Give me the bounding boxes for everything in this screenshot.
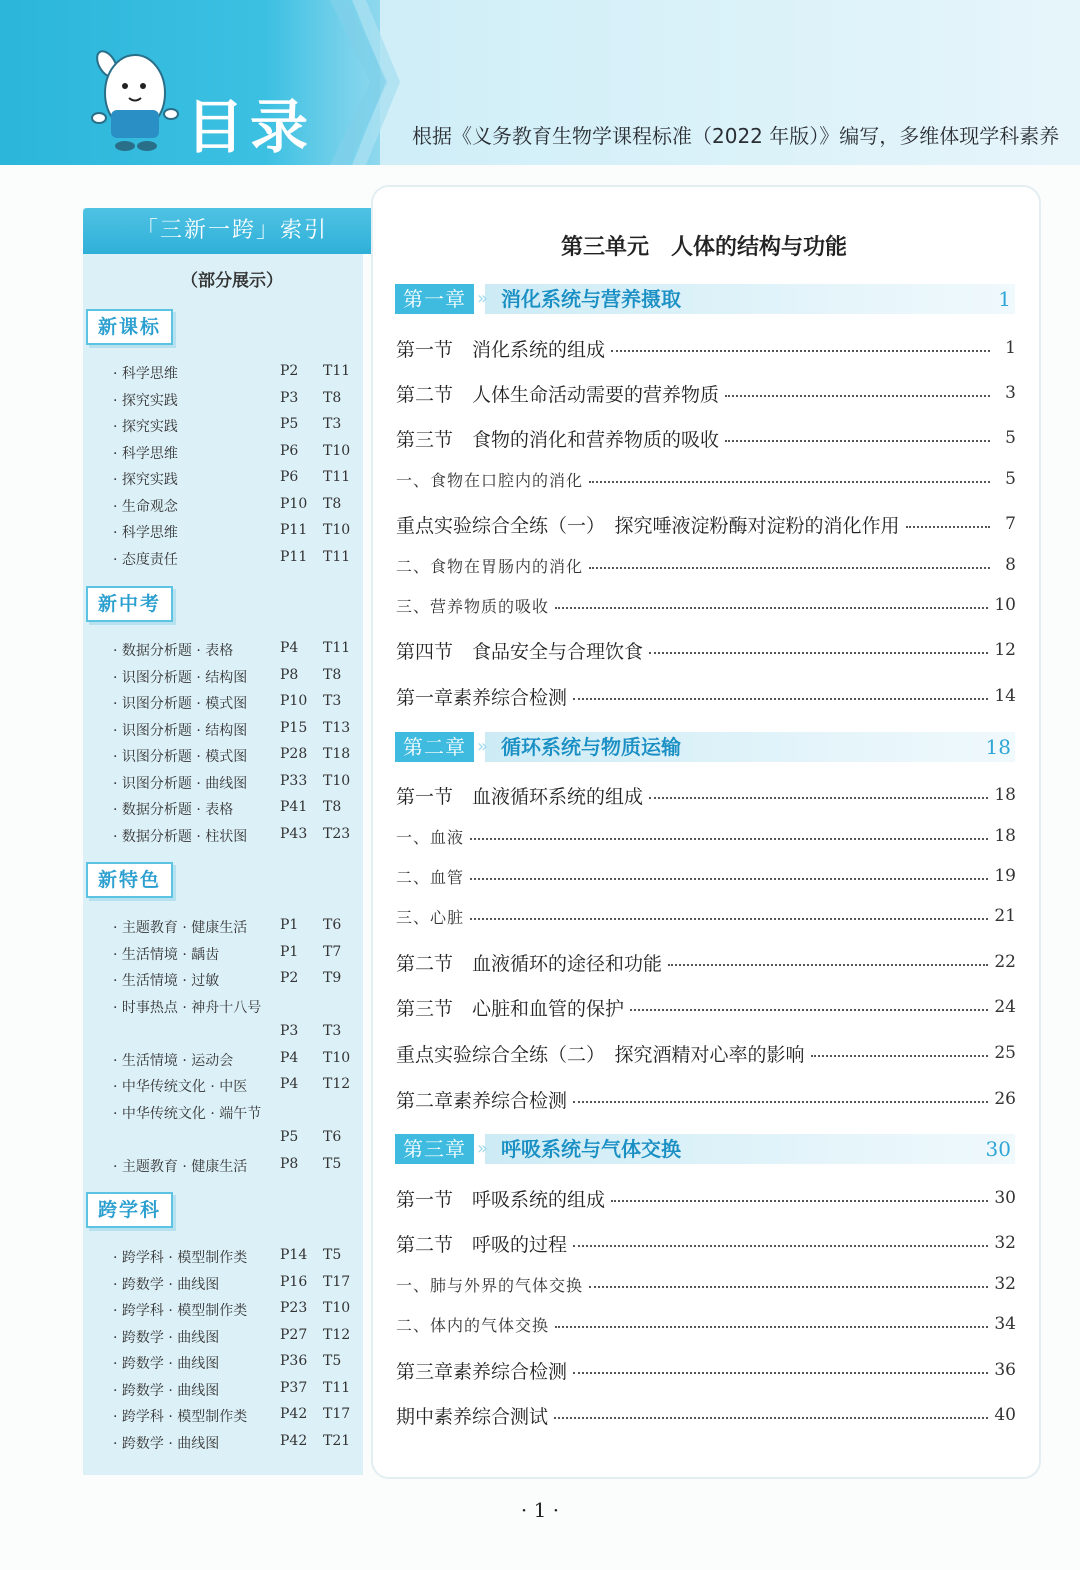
index-entry-question: T9 [323, 970, 342, 986]
toc-subentry[interactable] [396, 863, 1016, 889]
toc-entry[interactable] [396, 1230, 1016, 1256]
index-entry-name: · 中华传统文化 · 端午节 [113, 1105, 262, 1122]
chapter-page: 18 [985, 735, 1011, 759]
toc-entry[interactable] [396, 1357, 1016, 1383]
index-entry [113, 1072, 373, 1099]
section-tag-new-curriculum: 新课标 [86, 309, 173, 345]
toc-entry-title: 一、血液 [396, 827, 465, 847]
toc-entry[interactable] [396, 1086, 1016, 1112]
toc-entry-page: 40 [994, 1405, 1016, 1425]
index-entry-page: P14 [280, 1247, 308, 1263]
index-entry-question: T23 [323, 825, 351, 842]
index-entry [113, 1046, 373, 1073]
index-entry-page: P5 [280, 1129, 299, 1145]
index-list-new-exam [113, 636, 373, 848]
index-entry-question: T7 [323, 943, 342, 960]
index-entry-question: T3 [323, 693, 342, 709]
index-entry-name: · 识图分析题 · 模式图 [113, 749, 248, 765]
sidebar-heading: 「三新一跨」索引 [135, 218, 328, 243]
index-entry-question: T5 [323, 1247, 342, 1263]
index-entry-question: T17 [323, 1273, 351, 1290]
index-entry [113, 518, 373, 545]
toc-entry-title: 一、食物在口腔内的消化 [396, 470, 584, 490]
index-entry-name: · 识图分析题 · 模式图 [113, 696, 248, 712]
toc-entry-title: 第三节 食物的消化和营养物质的吸收 [396, 428, 720, 451]
chapter-title: 消化系统与营养摄取 [501, 287, 681, 311]
toc-entry-title: 三、营养物质的吸收 [396, 596, 550, 616]
index-entry-page: P2 [280, 363, 299, 379]
index-entry-name: · 探究实践 [113, 392, 178, 409]
index-entry-question: T6 [323, 1129, 342, 1145]
toc-entry-page: 7 [1005, 514, 1016, 534]
index-entry [113, 966, 373, 993]
toc-entry-title: 第二节 人体生命活动需要的营养物质 [396, 383, 720, 406]
index-entry-page: P4 [280, 1049, 299, 1066]
index-entry-name: · 时事热点 · 神舟十八号 [113, 999, 262, 1016]
dot-leader [573, 698, 988, 700]
index-entry-name: · 生活情境 · 龋齿 [113, 946, 220, 963]
dot-leader [554, 1417, 988, 1419]
chapter-label: 第三章 [395, 1134, 474, 1164]
toc-entry-page: 32 [994, 1274, 1016, 1294]
dot-leader [470, 918, 988, 920]
index-entry [113, 795, 373, 822]
index-entry-name: · 数据分析题 · 表格 [113, 643, 234, 659]
index-entry-question: T10 [323, 522, 351, 538]
index-entry [113, 1296, 373, 1323]
index-entry-page: P43 [280, 825, 308, 842]
index-entry [113, 1125, 373, 1152]
chapter-page: 30 [985, 1137, 1011, 1161]
dot-leader [555, 607, 988, 609]
index-entry-page: P6 [280, 442, 299, 459]
index-entry [113, 412, 373, 439]
toc-entry-page: 12 [994, 640, 1016, 660]
index-entry-question: T11 [323, 363, 351, 379]
dot-leader [555, 1326, 988, 1328]
dot-leader [611, 1200, 988, 1202]
index-entry-question: T8 [323, 799, 342, 815]
index-entry-name: · 跨学科 · 模型制作类 [113, 1250, 248, 1266]
toc-entry[interactable] [396, 380, 1016, 406]
toc-subentry[interactable] [396, 823, 1016, 849]
index-entry [113, 716, 373, 743]
dot-leader [725, 440, 990, 442]
toc-entry-page: 34 [994, 1314, 1016, 1334]
index-entry [113, 1349, 373, 1376]
index-entry-name: · 数据分析题 · 柱状图 [113, 828, 248, 845]
index-entry-page: P11 [280, 522, 308, 538]
index-entry-question: T6 [323, 917, 342, 933]
toc-subentry[interactable] [396, 466, 1016, 492]
index-entry-page: P41 [280, 799, 308, 815]
index-entry-question: T5 [323, 1155, 342, 1172]
toc-entry[interactable] [396, 1402, 1016, 1428]
index-entry [113, 465, 373, 492]
index-entry-question: T8 [323, 495, 342, 512]
toc-entry-title: 第三节 心脏和血管的保护 [396, 997, 625, 1020]
index-entry-page: P10 [280, 693, 308, 709]
index-entry-name: · 跨数学 · 曲线图 [113, 1435, 220, 1452]
section-tag-new-feature: 新特色 [86, 862, 173, 898]
index-entry-page: P37 [280, 1379, 308, 1396]
toc-entry-title: 一、肺与外界的气体交换 [396, 1275, 584, 1295]
chapter-page: 1 [998, 287, 1011, 311]
index-entry [113, 492, 373, 519]
dot-leader [589, 567, 990, 569]
index-entry [113, 1402, 373, 1429]
sidebar-heading-box [83, 208, 381, 254]
page-header [0, 0, 1080, 165]
index-entry-name: · 识图分析题 · 结构图 [113, 722, 248, 739]
toc-entry-page: 3 [1005, 383, 1016, 403]
toc-entry-page: 32 [994, 1233, 1016, 1253]
toc-entry[interactable] [396, 425, 1016, 451]
index-entry-name: · 跨数学 · 曲线图 [113, 1382, 220, 1399]
index-entry-page: P4 [280, 640, 299, 656]
index-entry-page: P8 [280, 666, 299, 683]
unit-title: 第三单元 人体的结构与功能 [560, 235, 847, 260]
double-chevron-icon: » [477, 736, 489, 757]
toc-subentry[interactable] [396, 552, 1016, 578]
index-entry-question: T11 [323, 1379, 351, 1396]
index-entry-question: T17 [323, 1406, 351, 1422]
index-entry-page: P42 [280, 1432, 308, 1449]
dot-leader [470, 878, 988, 880]
toc-entry-page: 19 [994, 866, 1016, 886]
toc-entry[interactable] [396, 782, 1016, 808]
index-entry [113, 359, 373, 386]
index-entry-question: T13 [323, 719, 351, 736]
index-entry-question: T12 [323, 1326, 351, 1343]
index-entry-question: T11 [323, 548, 351, 565]
index-entry-name: · 数据分析题 · 表格 [113, 802, 234, 818]
index-entry [113, 545, 373, 572]
index-entry [113, 742, 373, 769]
index-entry-name: · 生活情境 · 过敏 [113, 973, 220, 989]
index-entry [113, 1270, 373, 1297]
index-entry-page: P11 [280, 548, 308, 565]
section-tag-new-exam: 新中考 [86, 586, 173, 622]
index-entry-name: · 生命观念 [113, 498, 178, 515]
toc-entry-page: 18 [994, 826, 1016, 846]
toc-entry[interactable] [396, 637, 1016, 663]
dot-leader [906, 526, 990, 528]
chapter-label: 第二章 [395, 732, 474, 762]
index-entry [113, 1099, 373, 1126]
index-entry-name: · 态度责任 [113, 551, 178, 568]
toc-entry-title: 第一节 血液循环系统的组成 [396, 785, 644, 808]
index-entry [113, 1152, 373, 1179]
footer-page-number: · 1 · [520, 1498, 560, 1522]
toc-entry-page: 5 [1005, 428, 1016, 448]
toc-entry-title: 第一节 消化系统的组成 [396, 338, 606, 361]
dot-leader [649, 652, 988, 654]
index-entry-page: P1 [280, 917, 299, 933]
index-entry-name: · 主题教育 · 健康生活 [113, 1158, 248, 1175]
toc-entry[interactable] [396, 511, 1016, 537]
index-entry [113, 1429, 373, 1456]
dot-leader [470, 838, 988, 840]
toc-entry-title: 二、体内的气体交换 [396, 1315, 550, 1335]
dot-leader [649, 797, 988, 799]
toc-entry[interactable] [396, 683, 1016, 709]
toc-entry-page: 26 [994, 1089, 1016, 1109]
index-entry [113, 689, 373, 716]
index-entry-question: T10 [323, 772, 351, 789]
index-entry-question: T10 [323, 442, 351, 459]
index-entry-name: · 跨学科 · 模型制作类 [113, 1303, 248, 1319]
chapter-title: 循环系统与物质运输 [501, 735, 681, 759]
toc-entry-title: 第一节 呼吸系统的组成 [396, 1188, 606, 1211]
index-entry [113, 439, 373, 466]
chapter-header[interactable] [395, 1134, 1015, 1164]
index-entry [113, 993, 373, 1020]
index-list-new-feature [113, 913, 373, 1178]
dot-leader [573, 1245, 988, 1247]
index-entry-question: T8 [323, 389, 342, 406]
toc-entry-page: 24 [994, 997, 1016, 1017]
index-entry [113, 663, 373, 690]
index-entry-name: · 跨数学 · 曲线图 [113, 1356, 220, 1372]
index-entry-name: · 探究实践 [113, 419, 178, 435]
dot-leader [811, 1055, 989, 1057]
toc-entry-title: 第二节 血液循环的途径和功能 [396, 952, 663, 975]
index-entry-page: P3 [280, 1023, 299, 1039]
index-entry [113, 1323, 373, 1350]
toc-entry-title: 第二章素养综合检测 [396, 1089, 568, 1112]
toc-entry-title: 第三章素养综合检测 [396, 1360, 568, 1383]
index-entry [113, 636, 373, 663]
toc-entry-page: 8 [1005, 555, 1016, 575]
index-entry [113, 1243, 373, 1270]
dot-leader [611, 350, 990, 352]
index-entry-page: P1 [280, 943, 299, 960]
index-entry-question: T18 [323, 746, 351, 762]
index-entry-name: · 跨学科 · 模型制作类 [113, 1409, 248, 1425]
dot-leader [573, 1372, 988, 1374]
index-entry-name: · 科学思维 [113, 445, 178, 462]
toc-entry-title: 重点实验综合全练（一） 探究唾液淀粉酶对淀粉的消化作用 [396, 514, 900, 537]
index-entry-page: P15 [280, 719, 308, 736]
index-entry [113, 940, 373, 967]
toc-entry-page: 30 [994, 1188, 1016, 1208]
page-subtitle: 根据《义务教育生物学课程标准（2022 年版）》编写，多维体现学科素养 [412, 124, 1060, 148]
index-entry-question: T21 [323, 1432, 351, 1449]
index-entry-name: · 跨数学 · 曲线图 [113, 1276, 220, 1293]
index-entry [113, 769, 373, 796]
dot-leader [573, 1101, 988, 1103]
dot-leader [630, 1009, 988, 1011]
chapter-header[interactable] [395, 732, 1015, 762]
index-entry [113, 913, 373, 940]
index-entry-question: T8 [323, 666, 342, 683]
toc-entry-page: 18 [994, 785, 1016, 805]
section-tag-cross-discipline: 跨学科 [86, 1192, 173, 1228]
index-entry-name: · 生活情境 · 运动会 [113, 1052, 234, 1069]
index-entry [113, 822, 373, 849]
toc-entry-title: 二、食物在胃肠内的消化 [396, 556, 584, 576]
toc-entry-title: 第二节 呼吸的过程 [396, 1233, 568, 1256]
index-entry [113, 1376, 373, 1403]
index-entry-name: · 科学思维 [113, 366, 178, 382]
toc-entry-page: 25 [994, 1043, 1016, 1063]
index-entry-page: P6 [280, 469, 299, 485]
double-chevron-icon: » [477, 1138, 489, 1159]
toc-entry-page: 10 [994, 595, 1016, 615]
dot-leader [589, 1286, 988, 1288]
index-entry-question: T5 [323, 1353, 342, 1369]
index-entry [113, 1019, 373, 1046]
dot-leader [725, 395, 990, 397]
page-title: 目录 [186, 93, 315, 161]
index-entry-page: P42 [280, 1406, 308, 1422]
index-entry-page: P23 [280, 1300, 308, 1316]
chapter-label: 第一章 [395, 284, 474, 314]
toc-entry[interactable] [396, 949, 1016, 975]
chapter-header[interactable] [395, 284, 1015, 314]
index-entry-page: P8 [280, 1155, 299, 1172]
index-entry-page: P36 [280, 1353, 308, 1369]
index-entry-name: · 探究实践 [113, 472, 178, 488]
index-entry-name: · 识图分析题 · 曲线图 [113, 775, 248, 792]
index-entry-question: T11 [323, 640, 351, 656]
toc-entry-title: 第一章素养综合检测 [396, 686, 568, 709]
toc-entry[interactable] [396, 335, 1016, 361]
index-list-cross-discipline [113, 1243, 373, 1455]
toc-entry[interactable] [396, 1040, 1016, 1066]
dot-leader [668, 964, 988, 966]
index-entry-page: P4 [280, 1076, 299, 1092]
toc-entry-page: 22 [994, 952, 1016, 972]
toc-subentry[interactable] [396, 1311, 1016, 1337]
index-entry [113, 386, 373, 413]
toc-entry-page: 14 [994, 686, 1016, 706]
index-entry-page: P5 [280, 416, 299, 432]
dot-leader [589, 481, 990, 483]
index-entry-question: T12 [323, 1076, 351, 1092]
index-entry-page: P2 [280, 970, 299, 986]
toc-entry-title: 第四节 食品安全与合理饮食 [396, 640, 644, 663]
index-entry-page: P28 [280, 746, 308, 762]
index-entry-question: T10 [323, 1300, 351, 1316]
index-entry-page: P3 [280, 389, 299, 406]
double-chevron-icon: » [477, 288, 489, 309]
index-entry-page: P10 [280, 495, 308, 512]
toc-entry[interactable] [396, 994, 1016, 1020]
mascot-icon [85, 48, 185, 153]
toc-entry[interactable] [396, 1185, 1016, 1211]
index-entry-page: P33 [280, 772, 308, 789]
toc-subentry[interactable] [396, 592, 1016, 618]
toc-entry-page: 5 [1005, 469, 1016, 489]
index-entry-question: T3 [323, 1023, 342, 1039]
toc-entry-page: 21 [994, 906, 1016, 926]
index-entry-question: T10 [323, 1049, 351, 1066]
index-entry-name: · 跨数学 · 曲线图 [113, 1329, 220, 1346]
index-entry-name: · 识图分析题 · 结构图 [113, 669, 248, 686]
toc-entry-page: 36 [994, 1360, 1016, 1380]
toc-entry-page: 1 [1005, 338, 1016, 358]
index-entry-name: · 中华传统文化 · 中医 [113, 1079, 248, 1095]
index-entry-page: P16 [280, 1273, 308, 1290]
toc-subentry[interactable] [396, 903, 1016, 929]
sidebar-subheading: （部分展示） [181, 271, 283, 291]
index-entry-page: P27 [280, 1326, 308, 1343]
toc-entry-title: 重点实验综合全练（二） 探究酒精对心率的影响 [396, 1043, 805, 1066]
index-entry-name: · 主题教育 · 健康生活 [113, 920, 248, 936]
toc-entry-title: 二、血管 [396, 867, 465, 887]
toc-entry-title: 三、心脏 [396, 907, 465, 927]
index-list-new-curriculum [113, 359, 373, 571]
index-entry-name: · 科学思维 [113, 525, 178, 541]
toc-subentry[interactable] [396, 1271, 1016, 1297]
chevron-decoration-icon [330, 0, 400, 165]
index-entry-question: T3 [323, 416, 342, 432]
chapter-title: 呼吸系统与气体交换 [501, 1137, 681, 1161]
index-entry-question: T11 [323, 469, 351, 485]
toc-entry-title: 期中素养综合测试 [396, 1405, 549, 1428]
